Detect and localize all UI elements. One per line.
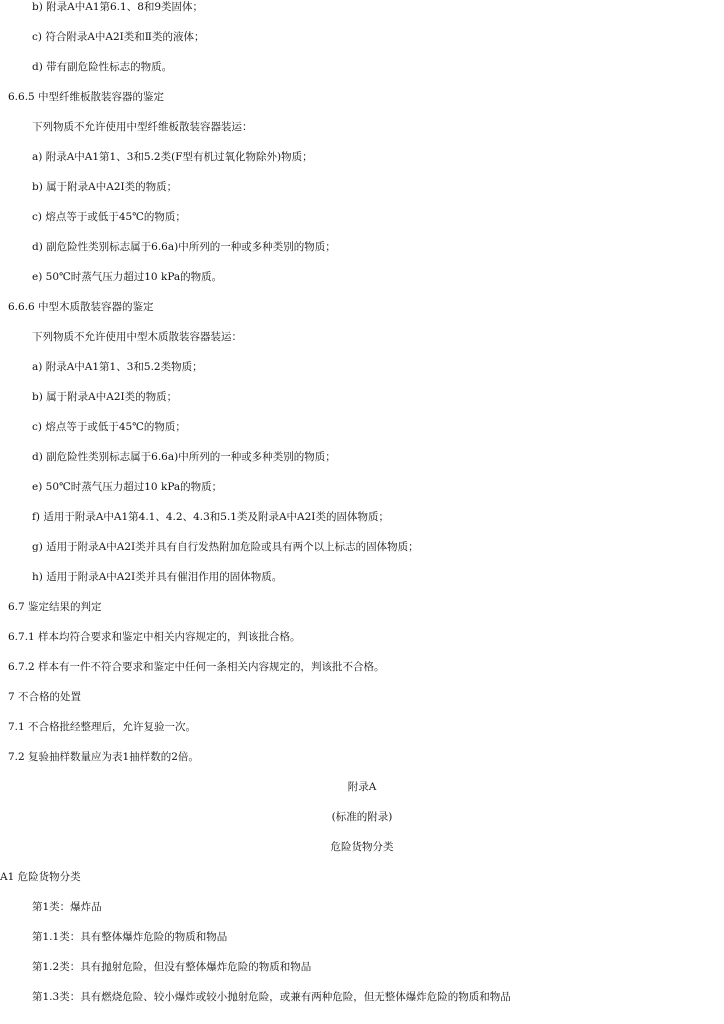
list-item: g) 适用于附录A中A2Ⅰ类并具有自行发热附加危险或具有两个以上标志的固体物质； xyxy=(32,541,419,553)
appendix-subtitle: (标准的附录) xyxy=(331,811,393,823)
list-item: 第1.3类：具有燃烧危险、较小爆炸或较小抛射危险，或兼有两种危险，但无整体爆炸危险的物质和物品 xyxy=(32,991,511,1003)
list-item: a) 附录A中A1第1、3和5.2类(F型有机过氧化物除外)物质； xyxy=(32,151,313,163)
section-heading: A1 危险货物分类 xyxy=(0,871,81,883)
section-heading: 6.6.5 中型纤维板散装容器的鉴定 xyxy=(8,91,165,103)
appendix-title: 附录A xyxy=(347,781,377,793)
list-item: d) 副危险性类别标志属于6.6a)中所列的一种或多种类别的物质； xyxy=(32,451,336,463)
list-item: a) 附录A中A1第1、3和5.2类物质； xyxy=(32,361,203,373)
section-heading: 6.7 鉴定结果的判定 xyxy=(8,601,102,613)
section-heading: 7 不合格的处置 xyxy=(8,691,82,703)
list-item: f) 适用于附录A中A1第4.1、4.2、4.3和5.1类及附录A中A2Ⅰ类的固体物质； xyxy=(32,511,389,523)
list-item: b) 属于附录A中A2Ⅰ类的物质； xyxy=(32,181,178,193)
paragraph: 下列物质不允许使用中型木质散装容器装运： xyxy=(32,331,242,343)
list-item: c) 符合附录A中A2Ⅰ类和Ⅱ类的液体； xyxy=(32,31,205,43)
list-item: e) 50℃时蒸气压力超过10 kPa的物质； xyxy=(32,481,223,493)
list-item: c) 熔点等于或低于45℃的物质； xyxy=(32,421,186,433)
list-item: c) 熔点等于或低于45℃的物质； xyxy=(32,211,186,223)
list-item: b) 附录A中A1第6.1、8和9类固体； xyxy=(32,1,204,13)
list-item: 第1类：爆炸品 xyxy=(32,901,102,913)
paragraph: 6.7.1 样本均符合要求和鉴定中相关内容规定的，判该批合格。 xyxy=(8,631,301,643)
section-heading: 6.6.6 中型木质散装容器的鉴定 xyxy=(8,301,154,313)
paragraph: 下列物质不允许使用中型纤维板散装容器装运： xyxy=(32,121,253,133)
appendix-name: 危险货物分类 xyxy=(330,841,394,853)
paragraph: 6.7.2 样本有一件不符合要求和鉴定中任何一条相关内容规定的，判该批不合格。 xyxy=(8,661,385,673)
list-item: b) 属于附录A中A2Ⅰ类的物质； xyxy=(32,391,178,403)
paragraph: 7.2 复验抽样数量应为表1抽样数的2倍。 xyxy=(8,751,199,763)
paragraph: 7.1 不合格批经整理后，允许复验一次。 xyxy=(8,721,197,733)
list-item: d) 带有副危险性标志的物质。 xyxy=(32,61,173,73)
list-item: 第1.2类：具有抛射危险，但没有整体爆炸危险的物质和物品 xyxy=(32,961,312,973)
list-item: h) 适用于附录A中A2Ⅰ类并具有催泪作用的固体物质。 xyxy=(32,571,283,583)
list-item: d) 副危险性类别标志属于6.6a)中所列的一种或多种类别的物质； xyxy=(32,241,336,253)
list-item: 第1.1类：具有整体爆炸危险的物质和物品 xyxy=(32,931,228,943)
list-item: e) 50℃时蒸气压力超过10 kPa的物质。 xyxy=(32,271,223,283)
